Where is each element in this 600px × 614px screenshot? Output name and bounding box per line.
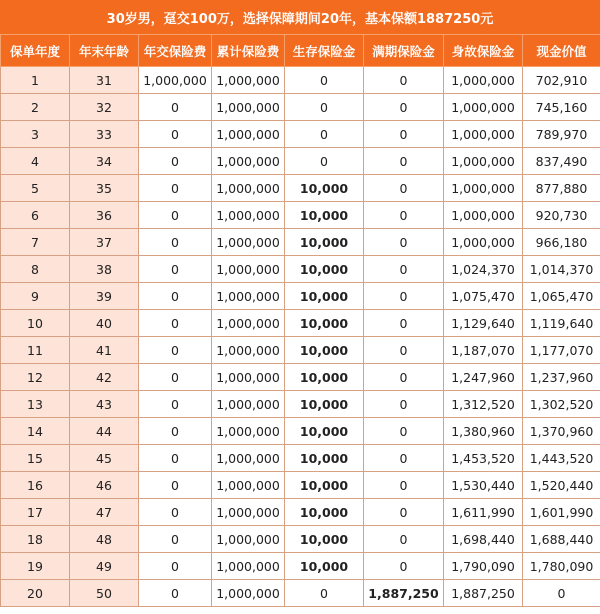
cell-cash-value: 789,970 [523,121,600,148]
cell-policy-year: 9 [1,283,70,310]
cell-cash-value: 702,910 [523,67,600,94]
table-row [1,310,600,337]
table-row [1,229,600,256]
table-row [1,418,600,445]
cell-survival-benefit: 10,000 [285,499,364,526]
cell-survival-benefit: 0 [285,121,364,148]
cell-cumulative-premium: 1,000,000 [212,175,285,202]
cell-cumulative-premium: 1,000,000 [212,580,285,607]
cell-cumulative-premium: 1,000,000 [212,283,285,310]
cell-cumulative-premium: 1,000,000 [212,121,285,148]
cell-age: 49 [70,553,139,580]
cell-cumulative-premium: 1,000,000 [212,418,285,445]
cell-survival-benefit: 10,000 [285,175,364,202]
cell-age: 50 [70,580,139,607]
cell-age: 44 [70,418,139,445]
cell-age: 35 [70,175,139,202]
cell-death-benefit: 1,247,960 [444,364,523,391]
table-row [1,499,600,526]
cell-cumulative-premium: 1,000,000 [212,364,285,391]
table-row [1,580,600,607]
benefit-table [0,34,600,607]
cell-survival-benefit: 10,000 [285,310,364,337]
cell-death-benefit: 1,380,960 [444,418,523,445]
table-title: 30岁男，趸交100万，选择保障期间20年，基本保额1887250元 [0,0,600,34]
cell-age: 41 [70,337,139,364]
cell-maturity-benefit: 0 [364,337,444,364]
cell-death-benefit: 1,000,000 [444,94,523,121]
cell-death-benefit: 1,187,070 [444,337,523,364]
cell-annual-premium: 0 [139,391,212,418]
cell-policy-year: 15 [1,445,70,472]
cell-annual-premium: 1,000,000 [139,67,212,94]
cell-cumulative-premium: 1,000,000 [212,67,285,94]
cell-cash-value: 1,688,440 [523,526,600,553]
cell-cash-value: 1,780,090 [523,553,600,580]
table-row [1,526,600,553]
cell-survival-benefit: 10,000 [285,337,364,364]
cell-death-benefit: 1,024,370 [444,256,523,283]
cell-age: 38 [70,256,139,283]
cell-annual-premium: 0 [139,310,212,337]
cell-maturity-benefit: 0 [364,94,444,121]
cell-cumulative-premium: 1,000,000 [212,310,285,337]
header-age: 年末年龄 [70,35,139,67]
table-row [1,175,600,202]
cell-annual-premium: 0 [139,364,212,391]
cell-cash-value: 920,730 [523,202,600,229]
cell-policy-year: 19 [1,553,70,580]
header-cumulative-premium: 累计保险费 [212,35,285,67]
cell-annual-premium: 0 [139,256,212,283]
cell-cumulative-premium: 1,000,000 [212,472,285,499]
cell-survival-benefit: 10,000 [285,364,364,391]
cell-survival-benefit: 10,000 [285,526,364,553]
cell-annual-premium: 0 [139,337,212,364]
cell-maturity-benefit: 0 [364,310,444,337]
cell-maturity-benefit: 0 [364,121,444,148]
cell-annual-premium: 0 [139,526,212,553]
table-row [1,472,600,499]
cell-cumulative-premium: 1,000,000 [212,94,285,121]
cell-maturity-benefit: 0 [364,418,444,445]
cell-maturity-benefit: 0 [364,391,444,418]
cell-policy-year: 2 [1,94,70,121]
cell-survival-benefit: 10,000 [285,256,364,283]
cell-cash-value: 1,177,070 [523,337,600,364]
cell-annual-premium: 0 [139,283,212,310]
cell-age: 48 [70,526,139,553]
cell-survival-benefit: 10,000 [285,202,364,229]
cell-maturity-benefit: 0 [364,148,444,175]
cell-maturity-benefit: 0 [364,202,444,229]
table-row [1,283,600,310]
table-row [1,553,600,580]
cell-death-benefit: 1,611,990 [444,499,523,526]
cell-death-benefit: 1,312,520 [444,391,523,418]
cell-annual-premium: 0 [139,148,212,175]
cell-maturity-benefit: 1,887,250 [364,580,444,607]
cell-death-benefit: 1,453,520 [444,445,523,472]
cell-policy-year: 8 [1,256,70,283]
table-row [1,364,600,391]
cell-death-benefit: 1,000,000 [444,121,523,148]
cell-cumulative-premium: 1,000,000 [212,148,285,175]
table-row [1,121,600,148]
cell-policy-year: 18 [1,526,70,553]
cell-age: 47 [70,499,139,526]
cell-cash-value: 837,490 [523,148,600,175]
cell-age: 33 [70,121,139,148]
cell-cash-value: 745,160 [523,94,600,121]
cell-death-benefit: 1,075,470 [444,283,523,310]
cell-annual-premium: 0 [139,472,212,499]
cell-cash-value: 966,180 [523,229,600,256]
cell-policy-year: 12 [1,364,70,391]
cell-age: 34 [70,148,139,175]
header-survival-benefit: 生存保险金 [285,35,364,67]
header-death-benefit: 身故保险金 [444,35,523,67]
table-row [1,337,600,364]
cell-cash-value: 1,014,370 [523,256,600,283]
cell-survival-benefit: 10,000 [285,391,364,418]
cell-policy-year: 10 [1,310,70,337]
header-policy-year: 保单年度 [1,35,70,67]
cell-survival-benefit: 10,000 [285,418,364,445]
cell-age: 39 [70,283,139,310]
cell-maturity-benefit: 0 [364,472,444,499]
cell-cash-value: 877,880 [523,175,600,202]
cell-cash-value: 1,119,640 [523,310,600,337]
cell-annual-premium: 0 [139,202,212,229]
cell-death-benefit: 1,000,000 [444,148,523,175]
cell-maturity-benefit: 0 [364,229,444,256]
cell-survival-benefit: 10,000 [285,472,364,499]
cell-cash-value: 1,520,440 [523,472,600,499]
cell-survival-benefit: 10,000 [285,553,364,580]
header-maturity-benefit: 满期保险金 [364,35,444,67]
cell-maturity-benefit: 0 [364,553,444,580]
cell-policy-year: 16 [1,472,70,499]
table-row [1,202,600,229]
cell-survival-benefit: 0 [285,148,364,175]
cell-death-benefit: 1,790,090 [444,553,523,580]
cell-annual-premium: 0 [139,229,212,256]
cell-age: 45 [70,445,139,472]
cell-policy-year: 4 [1,148,70,175]
cell-survival-benefit: 0 [285,67,364,94]
cell-maturity-benefit: 0 [364,364,444,391]
cell-cumulative-premium: 1,000,000 [212,202,285,229]
table-row [1,256,600,283]
cell-annual-premium: 0 [139,418,212,445]
cell-policy-year: 17 [1,499,70,526]
cell-death-benefit: 1,530,440 [444,472,523,499]
cell-policy-year: 5 [1,175,70,202]
cell-age: 36 [70,202,139,229]
cell-maturity-benefit: 0 [364,499,444,526]
cell-maturity-benefit: 0 [364,256,444,283]
cell-cash-value: 1,065,470 [523,283,600,310]
cell-cumulative-premium: 1,000,000 [212,256,285,283]
table-header-row [1,35,600,67]
cell-death-benefit: 1,887,250 [444,580,523,607]
cell-death-benefit: 1,000,000 [444,229,523,256]
cell-age: 42 [70,364,139,391]
table-row [1,67,600,94]
cell-annual-premium: 0 [139,94,212,121]
cell-survival-benefit: 10,000 [285,445,364,472]
cell-death-benefit: 1,000,000 [444,202,523,229]
table-row [1,94,600,121]
cell-survival-benefit: 10,000 [285,229,364,256]
cell-death-benefit: 1,000,000 [444,175,523,202]
cell-policy-year: 6 [1,202,70,229]
cell-annual-premium: 0 [139,553,212,580]
cell-age: 37 [70,229,139,256]
cell-cash-value: 1,237,960 [523,364,600,391]
cell-maturity-benefit: 0 [364,526,444,553]
cell-policy-year: 1 [1,67,70,94]
table-row [1,148,600,175]
cell-death-benefit: 1,698,440 [444,526,523,553]
header-annual-premium: 年交保险费 [139,35,212,67]
cell-death-benefit: 1,129,640 [444,310,523,337]
cell-cumulative-premium: 1,000,000 [212,499,285,526]
cell-cumulative-premium: 1,000,000 [212,526,285,553]
cell-survival-benefit: 10,000 [285,283,364,310]
cell-cumulative-premium: 1,000,000 [212,337,285,364]
cell-cumulative-premium: 1,000,000 [212,445,285,472]
cell-cash-value: 1,443,520 [523,445,600,472]
table-row [1,391,600,418]
cell-cash-value: 1,370,960 [523,418,600,445]
cell-age: 32 [70,94,139,121]
cell-maturity-benefit: 0 [364,175,444,202]
cell-cash-value: 1,601,990 [523,499,600,526]
cell-annual-premium: 0 [139,499,212,526]
header-cash-value: 现金价值 [523,35,600,67]
cell-maturity-benefit: 0 [364,67,444,94]
cell-age: 43 [70,391,139,418]
cell-cash-value: 1,302,520 [523,391,600,418]
cell-policy-year: 20 [1,580,70,607]
cell-cumulative-premium: 1,000,000 [212,391,285,418]
cell-cumulative-premium: 1,000,000 [212,553,285,580]
cell-maturity-benefit: 0 [364,445,444,472]
cell-death-benefit: 1,000,000 [444,67,523,94]
cell-survival-benefit: 0 [285,94,364,121]
cell-policy-year: 11 [1,337,70,364]
cell-policy-year: 14 [1,418,70,445]
cell-cumulative-premium: 1,000,000 [212,229,285,256]
cell-annual-premium: 0 [139,175,212,202]
cell-annual-premium: 0 [139,580,212,607]
cell-age: 31 [70,67,139,94]
cell-survival-benefit: 0 [285,580,364,607]
cell-cash-value: 0 [523,580,600,607]
cell-policy-year: 13 [1,391,70,418]
cell-maturity-benefit: 0 [364,283,444,310]
cell-policy-year: 7 [1,229,70,256]
cell-age: 40 [70,310,139,337]
table-row [1,445,600,472]
cell-age: 46 [70,472,139,499]
cell-annual-premium: 0 [139,445,212,472]
cell-annual-premium: 0 [139,121,212,148]
cell-policy-year: 3 [1,121,70,148]
